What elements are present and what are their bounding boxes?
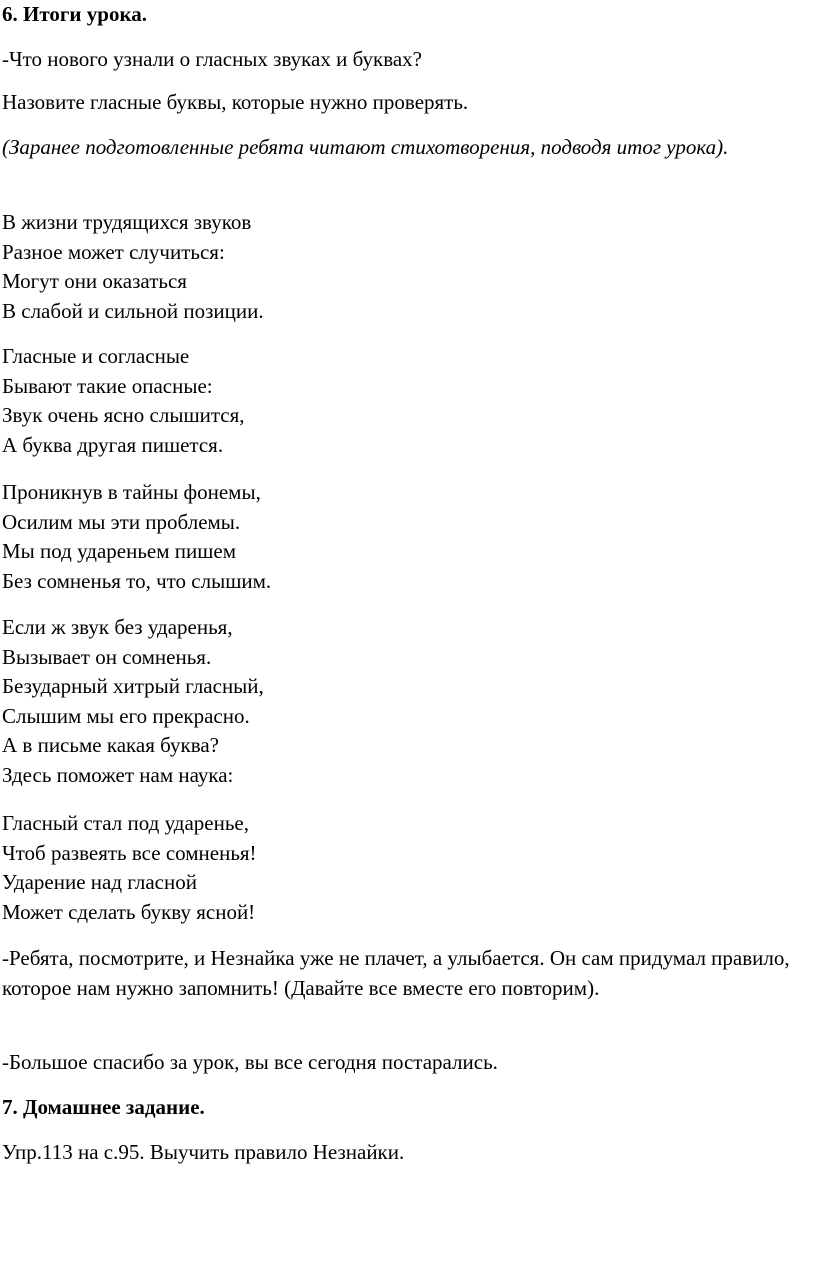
question-2: Назовите гласные буквы, которые нужно проверять. [2,90,469,114]
poem-line: Чтоб развеять все сомненья! [2,840,257,865]
teacher-note: (Заранее подготовленные ребята читают стихотворения, подводя итог урока). [2,135,729,159]
poem-line: Ударение над гласной [2,870,197,894]
poem-line: А буква другая пишется. [2,432,224,457]
poem-line: Здесь поможет нам наука: [2,762,234,787]
poem-line: Гласный стал под ударенье, [2,811,249,835]
poem-line: Бывают такие опасные: [2,373,213,398]
poem-line: А в письме какая буква? [2,733,220,757]
homework-task: Упр.113 на с.95. Выучить правило Незнайки. [2,1140,405,1164]
poem-line: В слабой и сильной позиции. [2,298,264,323]
poem-line: Если ж звук без ударенья, [2,615,233,639]
poem-line: Разное может случиться: [2,239,225,264]
poem-line: Вызывает он сомненья. [2,644,212,669]
poem-stanza-3 [2,478,806,596]
poem-line: Могут они оказаться [2,269,187,293]
poem-stanza-4 [2,613,806,790]
poem-line: Мы под удареньем пишем [2,539,237,563]
closing-paragraph-2: -Большое спасибо за урок, вы все сегодня постарались. [2,1050,498,1074]
section6-heading: 6. Итоги урока. [2,2,147,26]
section7-heading: 7. Домашнее задание. [2,1095,205,1119]
poem-stanza-2 [2,342,806,460]
question-1: -Что нового узнали о гласных звуках и буквах? [2,47,422,71]
poem-line: Проникнув в тайны фонемы, [2,480,261,504]
poem-line: Слышим мы его прекрасно. [2,703,250,728]
poem-line: В жизни трудящихся звуков [2,210,252,234]
poem-line: Без сомненья то, что слышим. [2,568,272,593]
poem-line: Может сделать букву ясной! [2,899,256,924]
closing-paragraph-1: -Ребята, посмотрите, и Незнайка уже не плачет, а улыбается. Он сам придумал правило, которое нам нужно запомнить! (Давайте все вместе его повторим). [2,946,790,1000]
poem-line: Звук очень ясно слышится, [2,403,245,427]
poem-stanza-1 [2,208,806,326]
poem-line: Осилим мы эти проблемы. [2,509,241,534]
poem-line: Гласные и согласные [2,344,190,368]
poem-line: Безударный хитрый гласный, [2,674,264,698]
poem-stanza-5 [2,809,806,927]
